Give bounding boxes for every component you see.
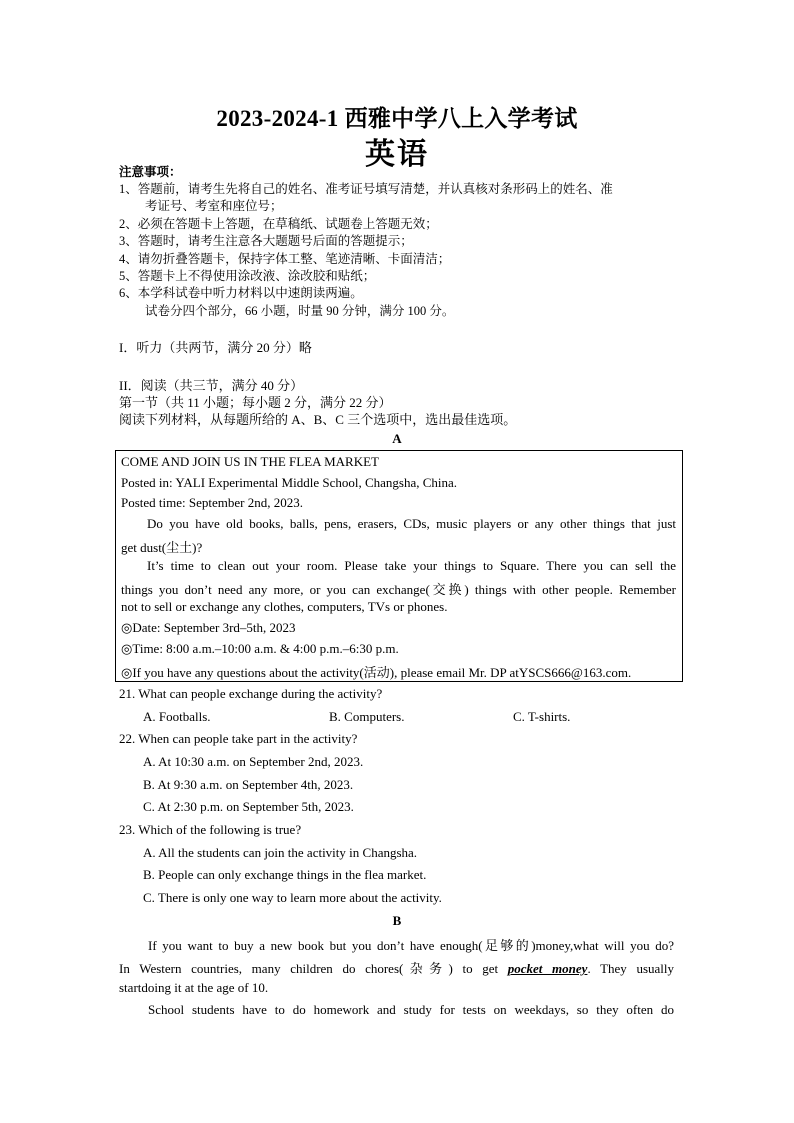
passage-a-box: [115, 450, 683, 682]
passage-line: ◎Date: September 3rd–5th, 2023: [121, 620, 296, 635]
reading-instruction: 阅读下列材料，从每题所给的 A、B、C 三个选项中，选出最佳选项。: [119, 412, 517, 427]
note-item: 4、请勿折叠答题卡，保持字体工整、笔迹清晰、卡面清洁；: [119, 252, 451, 266]
passage-line: ◎Time: 8:00 a.m.–10:00 a.m. & 4:00 p.m.–6:30 p.m.: [121, 641, 399, 656]
question-23-option-b[interactable]: B. People can only exchange things in the flea market.: [143, 867, 427, 882]
passage-line: Posted time: September 2nd, 2023.: [121, 495, 303, 510]
passage-b-label: B: [392, 913, 402, 928]
question-23-option-a[interactable]: A. All the students can join the activity in Changsha.: [143, 845, 418, 860]
reading-section: II．阅读（共三节，满分 40 分）: [119, 378, 304, 393]
listening-section: I．听力（共两节，满分 20 分）略: [119, 340, 312, 355]
passage-line: ◎If you have any questions about the activity(活动), please email Mr. DP atYSCS666@163.com.: [121, 665, 632, 680]
question-21-option-c[interactable]: C. T-shirts.: [513, 709, 571, 724]
note-item: 3、答题时，请考生注意各大题题号后面的答题提示；: [119, 234, 413, 248]
question-22-option-a[interactable]: A. At 10:30 a.m. on September 2nd, 2023.: [143, 754, 364, 769]
note-item: 2、必须在答题卡上答题，在草稿纸、试题卷上答题无效；: [119, 217, 438, 231]
passage-a-label: A: [392, 431, 402, 446]
passage-line: Posted in: YALI Experimental Middle School, Changsha, China.: [121, 475, 458, 490]
note-item: 5、答题卡上不得使用涂改液、涂改胶和贴纸；: [119, 269, 376, 283]
subject-title: 英语: [365, 138, 429, 171]
note-item: 试卷分四个部分，66 小题，时量 90 分钟，满分 100 分。: [145, 304, 455, 318]
question-22-option-c[interactable]: C. At 2:30 p.m. on September 5th, 2023.: [143, 799, 354, 814]
note-item: 6、本学科试卷中听力材料以中速朗读两遍。: [119, 286, 363, 300]
question-22-stem: 22. When can people take part in the activity?: [119, 731, 358, 746]
passage-line: COME AND JOIN US IN THE FLEA MARKET: [121, 454, 379, 469]
question-22-option-b[interactable]: B. At 9:30 a.m. on September 4th, 2023.: [143, 777, 354, 792]
passage-line: It’s time to clean out your room. Please take your things to Square. There you can sell the: [147, 558, 676, 573]
passage-line: get dust(尘土)?: [121, 540, 203, 555]
question-21-option-a[interactable]: A. Footballs.: [143, 709, 211, 724]
question-21-stem: 21. What can people exchange during the activity?: [119, 686, 383, 701]
passage-b-line: startdoing it at the age of 10.: [119, 980, 269, 995]
passage-b-text: . They usually: [587, 961, 674, 976]
question-23-option-c[interactable]: C. There is only one way to learn more about the activity.: [143, 890, 442, 905]
note-item: 1、答题前，请考生先将自己的姓名、准考证号填写清楚，并认真核对条形码上的姓名、准: [119, 182, 613, 196]
part1-heading: 第一节（共 11 小题；每小题 2 分，满分 22 分）: [119, 395, 392, 410]
passage-line: Do you have old books, balls, pens, erasers, CDs, music players or any other things that just: [147, 516, 676, 531]
pocket-money-term: pocket money: [507, 961, 588, 976]
passage-line: things you don’t need any more, or you can exchange(交换) things with other people. Remember: [121, 582, 676, 597]
passage-b-line: If you want to buy a new book but you don’t have enough(足够的)money,what will you do?: [148, 938, 674, 953]
note-item: 考证号、考室和座位号；: [145, 199, 283, 213]
exam-title: 2023-2024-1 西雅中学八上入学考试: [216, 106, 578, 131]
passage-b-line: School students have to do homework and study for tests on weekdays, so they often do: [148, 1002, 674, 1017]
question-21-option-b[interactable]: B. Computers.: [329, 709, 405, 724]
passage-line: not to sell or exchange any clothes, computers, TVs or phones.: [121, 599, 448, 614]
passage-b-text: In Western countries, many children do chores(杂务) to get: [119, 961, 508, 976]
notes-heading: 注意事项：: [119, 165, 182, 179]
question-23-stem: 23. Which of the following is true?: [119, 822, 302, 837]
passage-b-line: [119, 958, 674, 977]
